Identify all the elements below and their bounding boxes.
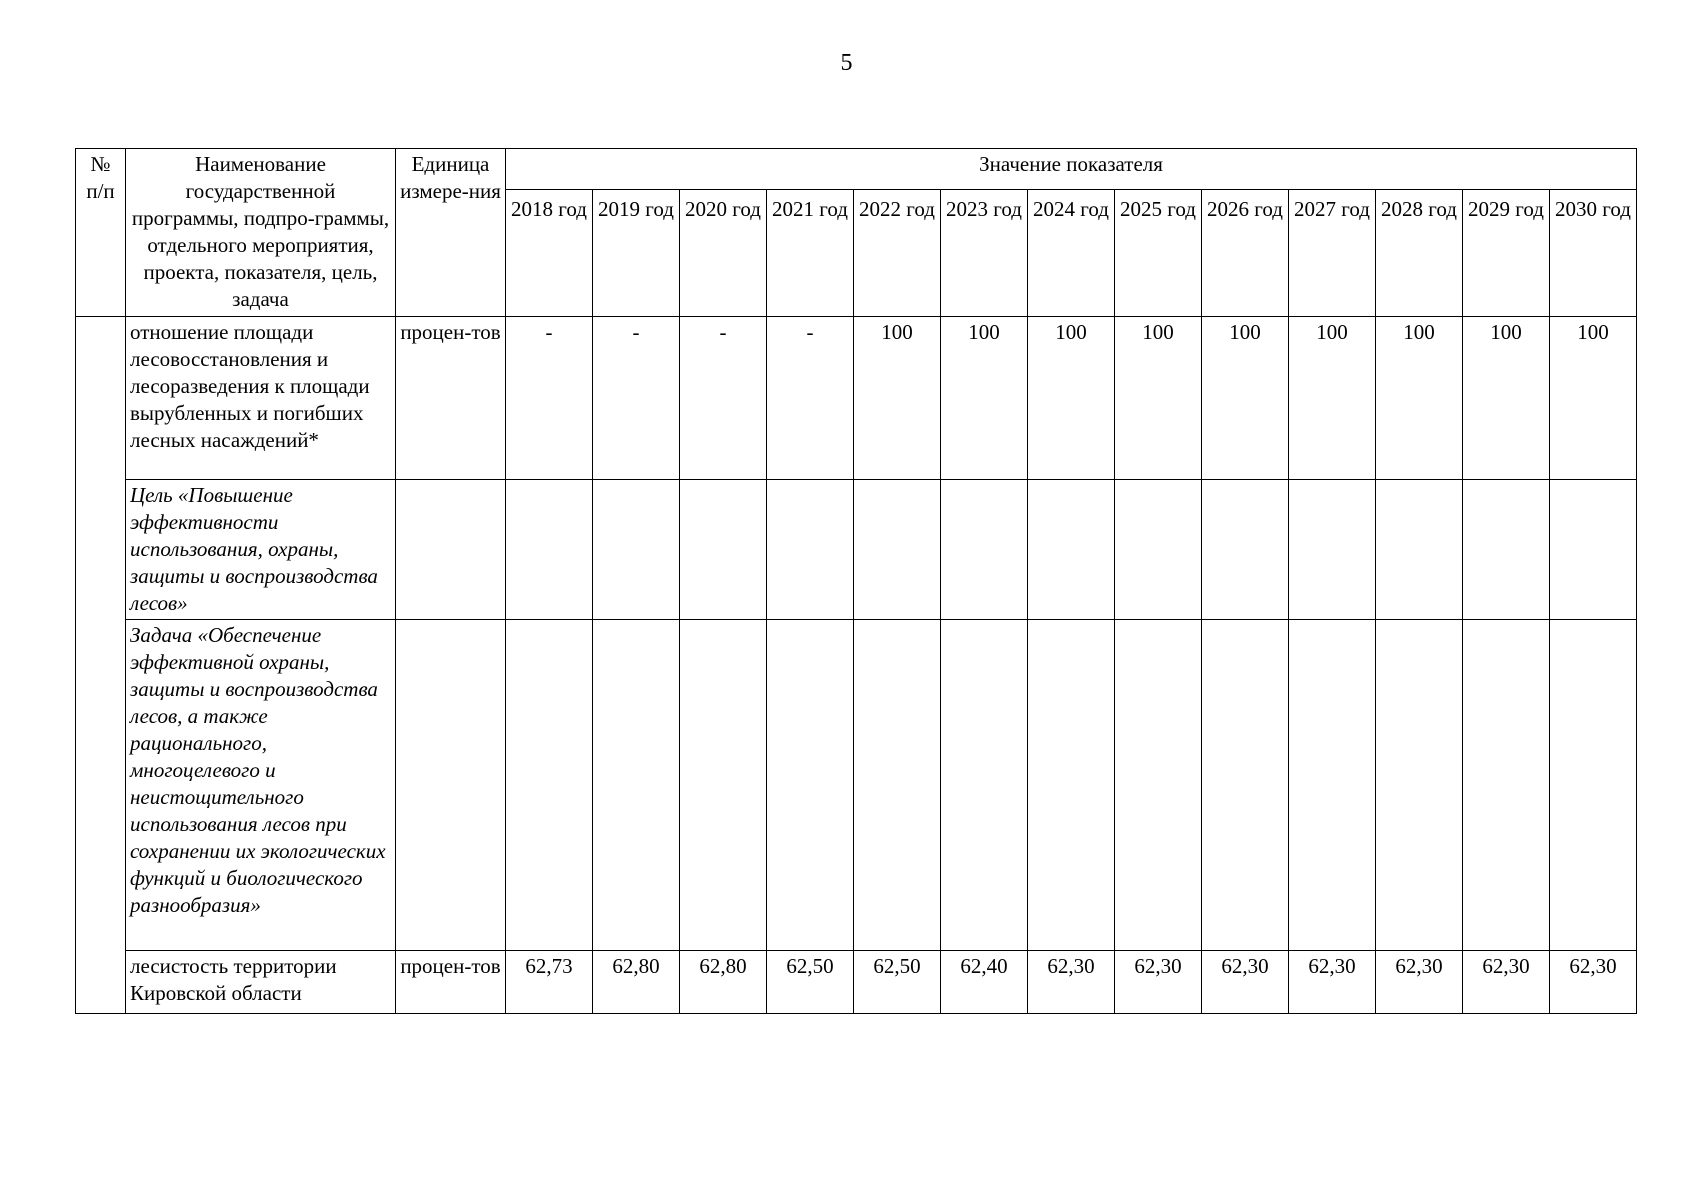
header-year: 2030 год bbox=[1550, 190, 1637, 317]
value-cell bbox=[941, 480, 1028, 620]
value-cell: - bbox=[506, 317, 593, 480]
header-year: 2023 год bbox=[941, 190, 1028, 317]
value-cell bbox=[1550, 480, 1637, 620]
header-year: 2027 год bbox=[1289, 190, 1376, 317]
header-name: Наименование государственной программы, подпро-граммы, отдельного мероприятия, проекта, показателя, цель, задача bbox=[126, 149, 396, 317]
value-cell bbox=[506, 620, 593, 951]
goal-name: Цель «Повышение эффективности использования, охраны, защиты и воспроизводства лесов» bbox=[126, 480, 396, 620]
header-unit: Единица измере-ния bbox=[396, 149, 506, 317]
value-cell: 62,50 bbox=[854, 951, 941, 1014]
row-unit: процен-тов bbox=[396, 951, 506, 1014]
row-unit bbox=[396, 480, 506, 620]
header-year: 2028 год bbox=[1376, 190, 1463, 317]
value-cell bbox=[1376, 480, 1463, 620]
value-cell: 100 bbox=[1376, 317, 1463, 480]
header-year: 2022 год bbox=[854, 190, 941, 317]
value-cell bbox=[1376, 620, 1463, 951]
row-name: отношение площади лесовосстановления и лесоразведения к площади вырубленных и погибших лесных насаждений* bbox=[126, 317, 396, 480]
page-number: 5 bbox=[840, 50, 853, 76]
value-cell bbox=[1115, 620, 1202, 951]
value-cell: 62,40 bbox=[941, 951, 1028, 1014]
value-cell bbox=[1463, 480, 1550, 620]
value-cell bbox=[854, 620, 941, 951]
value-cell bbox=[593, 480, 680, 620]
value-cell: 100 bbox=[1463, 317, 1550, 480]
value-cell: 100 bbox=[854, 317, 941, 480]
value-cell bbox=[854, 480, 941, 620]
value-cell: 62,50 bbox=[767, 951, 854, 1014]
header-year: 2020 год bbox=[680, 190, 767, 317]
value-cell bbox=[1115, 480, 1202, 620]
value-cell bbox=[1028, 620, 1115, 951]
header-year: 2018 год bbox=[506, 190, 593, 317]
row-number-cell bbox=[76, 317, 126, 1014]
value-cell bbox=[941, 620, 1028, 951]
indicators-table bbox=[75, 148, 1637, 1014]
table-row bbox=[76, 480, 1637, 620]
table-row bbox=[76, 620, 1637, 951]
value-cell: 62,30 bbox=[1550, 951, 1637, 1014]
value-cell bbox=[506, 480, 593, 620]
value-cell: - bbox=[593, 317, 680, 480]
row-unit bbox=[396, 620, 506, 951]
task-name: Задача «Обеспечение эффективной охраны, защиты и воспроизводства лесов, а также рационального, многоцелевого и неистощительного использования лесов при сохранении их экологических функций и биологического разнообразия» bbox=[126, 620, 396, 951]
value-cell: - bbox=[767, 317, 854, 480]
value-cell: 62,30 bbox=[1202, 951, 1289, 1014]
value-cell: 62,73 bbox=[506, 951, 593, 1014]
row-unit: процен-тов bbox=[396, 317, 506, 480]
header-year: 2024 год bbox=[1028, 190, 1115, 317]
value-cell bbox=[1028, 480, 1115, 620]
header-year: 2029 год bbox=[1463, 190, 1550, 317]
table-row bbox=[76, 317, 1637, 480]
value-cell: 62,30 bbox=[1289, 951, 1376, 1014]
value-cell: 62,30 bbox=[1028, 951, 1115, 1014]
header-year: 2019 год bbox=[593, 190, 680, 317]
value-cell bbox=[680, 480, 767, 620]
value-cell bbox=[1289, 620, 1376, 951]
value-cell bbox=[1463, 620, 1550, 951]
value-cell: 62,30 bbox=[1463, 951, 1550, 1014]
value-cell: 62,30 bbox=[1376, 951, 1463, 1014]
table-row bbox=[76, 951, 1637, 1014]
value-cell: 100 bbox=[1202, 317, 1289, 480]
header-value-group: Значение показателя bbox=[506, 149, 1637, 190]
value-cell bbox=[767, 480, 854, 620]
value-cell bbox=[593, 620, 680, 951]
value-cell bbox=[1202, 620, 1289, 951]
value-cell bbox=[767, 620, 854, 951]
value-cell: - bbox=[680, 317, 767, 480]
value-cell: 100 bbox=[941, 317, 1028, 480]
row-name: лесистость территории Кировской области bbox=[126, 951, 396, 1014]
header-num: № п/п bbox=[76, 149, 126, 317]
value-cell bbox=[1202, 480, 1289, 620]
value-cell bbox=[680, 620, 767, 951]
value-cell: 100 bbox=[1289, 317, 1376, 480]
value-cell: 100 bbox=[1550, 317, 1637, 480]
header-year: 2026 год bbox=[1202, 190, 1289, 317]
header-year: 2025 год bbox=[1115, 190, 1202, 317]
header-year: 2021 год bbox=[767, 190, 854, 317]
value-cell: 100 bbox=[1028, 317, 1115, 480]
value-cell: 100 bbox=[1115, 317, 1202, 480]
value-cell: 62,80 bbox=[680, 951, 767, 1014]
value-cell bbox=[1289, 480, 1376, 620]
value-cell: 62,30 bbox=[1115, 951, 1202, 1014]
value-cell: 62,80 bbox=[593, 951, 680, 1014]
value-cell bbox=[1550, 620, 1637, 951]
